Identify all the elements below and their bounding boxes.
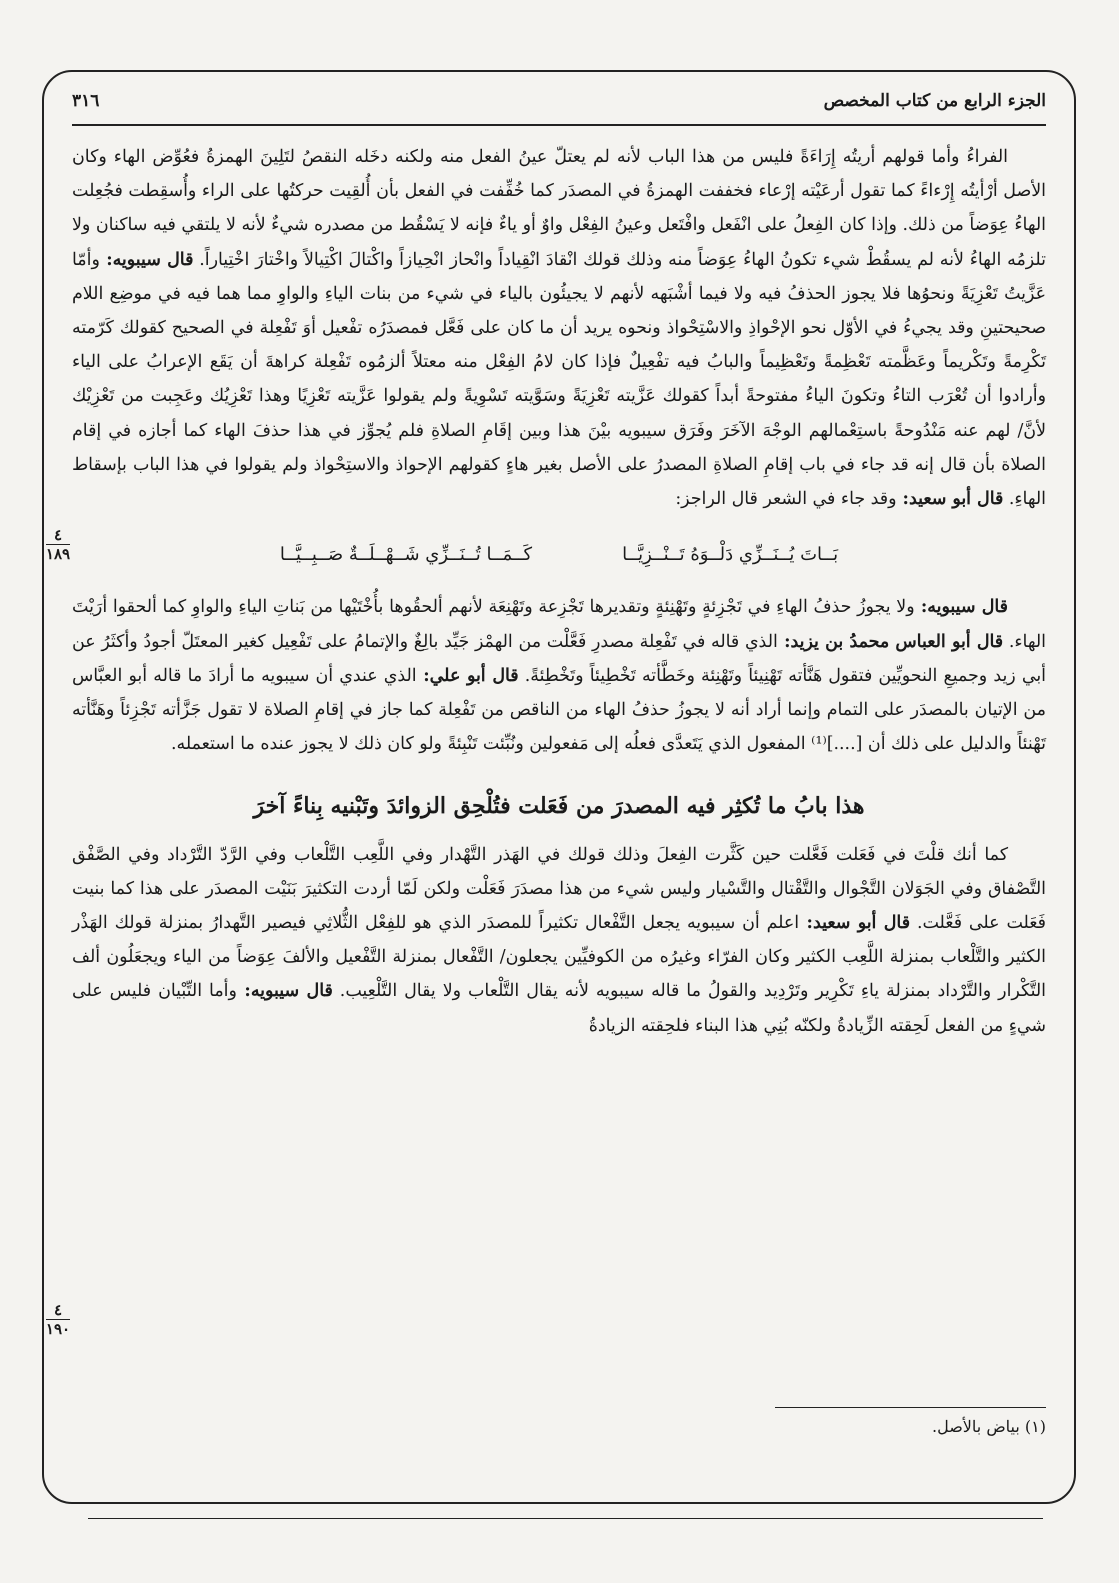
text-segment: الذي قاله في تَفْعِلة مصدرِ فَعَّلْت من الهمْز جَيِّد بالِغٌ والإتمامُ على تَفْعِيل كغير المعتَلّ أجودُ وأكثَرُ عن أبي زيد وجميعِ النحويِّين فتقول هَنَّأته تَهْنِيئاً وتَهْنِئة وخَطَّأته تَخْطِيئاً وتَخْطِئةً.	[72, 631, 1047, 686]
speaker-attribution: قال أبو سعيد:	[799, 913, 911, 934]
margin-note-1-bottom: ١٨٩	[45, 545, 71, 563]
paragraph-1	[72, 140, 1046, 516]
speaker-attribution: قال سيبويه:	[914, 597, 1008, 618]
main-text	[72, 140, 1046, 1043]
speaker-attribution: قال سيبويه:	[236, 981, 333, 1002]
text-segment: اعلم أن سيبويه يجعل التَّفْعال تكثيراً للمصدَر الذي هو للفِعْل الثُّلاثِي فيصير التَّهدارُ بمنزلة قولك الهَذْر الكثير والتَّلْعاب بمنزلة اللَّعِب الكثير وكان الفرّاء وغيرُه من الكوفيِّين يجعلون/ التَّفْعال بمنزلة التَّفْعيل والألفَ عِوَضاً من الياء ويجعَلُون ألف التَّكْرار والتَّرْداد بمنزلة ياءِ تَكْرِير وتَرْدِيد والقولُ ما قاله سيبويه لأنه يقال التَّلْعاب ولا يقال التَّلْعِيب.	[72, 913, 1046, 1002]
verse-hemistich-2: كَــمَــا تُــنَــزِّي شَــهْــلَــةٌ صَــبِــيَّــا	[279, 544, 533, 566]
bottom-rule	[88, 1518, 1043, 1519]
margin-note-1	[44, 527, 72, 562]
text-segment: وأما التِّبْيان فليس على شيءٍ من الفعل لَحِقته الزِّيادةُ ولكنّه بُنِي هذا البناء فلحِقته الزيادةُ	[72, 981, 1046, 1036]
text-segment: وقد جاء في الشعر قال الراجز:	[675, 489, 897, 510]
text-segment: وأمّا عَزَّيتُ تَعْزِيَةً ونحوُها فلا يجوز الحذفُ فيه ولا فيما أشْبَهه لأنهم لا يجيئُون بالياء في شيء من بنات الياءِ والواوِ مما هما فيه في موضِع اللام صحيحتينِ وقد يجيءُ في الأوّل نحو الإحْواذِ والاسْتِحْواذ ونحوه يريد أن ما كان على فَعَّل فمصدَرُه تفْعيل أوَ تَفْعِلة في الصحيح كقولك كَرّمته تَكْرِمةً وتَكْريماً وعَظَّمته تَعْظِمةً وتَعْظِيماً والبابُ فيه تفْعِيلٌ فإذا كان لامُ الفِعْل منه معتلاً ألزمُوه تَفْعِلة كراهةَ أن يَقَع الإعرابُ على الياء وأرادوا أن تُعْرَب التاءُ وتكونَ الياءُ مفتوحةً أبداً كقولك عَزَّيته تَعْزِيَةً وسَوَّيته تَسْوِيةً ولم يقولوا عَزَّيته تَعْزِيًا وهذا تَعْزِيُك وعَجِبت من تَعْزِيْك لأنَّ/ لهم عنه مَنْدُوحةً باستِعْمالهم الوجْهَ الآخَرَ وفَرَق سيبويه بيْنَ هذا وبين إقَامِ الصلاةِ فلم يُجوِّز في هذا حذفَ الهاء كما أجازه في إقام الصلاة بأن قال إنه قد جاء في باب إقامِ الصلاةِ المصدرُ على الأصل بغير هاءٍ كقولهم الإحواذ والاستِحْواذ ولم يقولوا في هذا الباب بإسقاط الهاءِ.	[72, 249, 1046, 510]
text-segment: الفراءُ وأما قولهم أريتُه إِرَاءَةً فليس من هذا الباب لأنه لم يعتلّ عينُ الفعل منه ولكنه دخَله النقصُ لتَلِينَ الهمزةُ فعُوِّض الهاء وكان الأصل أرْأيتُه إِرْءاءً كما تقول أرعَيْته إرْعاء فخففت الهمزةُ في المصدَر كما خُفِّفت في الفعل بأن أُلقِيت حركتُها على الراء وأُسقِطت فجُعِلت الهاءُ عِوَضاً من ذلك. وإذا كان الفِعلُ على انْفَعل وافْتَعل وعينُ الفِعْل واوٌ أو ياءٌ فإنه لا يَسْقُط من مصدره شيءٌ لأنه لا يلتقي فيه ساكنان ولا تلزمُه الهاءُ لأنه لم يسقُطْ شيء تكونُ الهاءُ عِوَضاً منه وذلك قولك انْقادَ انْقِياداً وانْحاز انْحِيازاً واكْتالَ اكْتِيالاً واخْتارَ اخْتِياراً.	[72, 147, 1046, 270]
footnote: (١) بياض بالأصل.	[932, 1417, 1046, 1436]
section-title: هذا بابُ ما تُكثِر فيه المصدرَ من فَعَلت فتُلْحِق الزوائدَ وتَبْنيه بِناءً آخرَ	[253, 793, 865, 820]
verse-hemistich-1: بَــاتَ يُــنَــزِّي دَلْــوَهُ تَــنْــزِيَّــا	[622, 544, 839, 566]
text-segment: الذي عندي أن سيبويه ما أرادَ ما قاله أبو العبَّاس من الإتيان بالمصدَر على التمام وإنما أراد أنه لا يجوزُ حذفُ الهاء من الناقص من تَفْعِلة كما جاز في إقامِ الصلاة لا تقول جَزَّأته تَجْزِئاً وهَنَّأته تَهْنئاً والدليل على ذلك أن [....]⁽¹⁾ المفعول الذي يَتَعدَّى فعلُه إلى مَفعولين ونُبِّئت تَنْبِئةً ولو كان ذلك لا يجوز عنده ما استعمله.	[72, 665, 1046, 755]
poetry-verse	[72, 538, 1046, 572]
running-header	[72, 86, 1046, 116]
page-number: ٣١٦	[72, 91, 100, 111]
header-rule	[72, 124, 1046, 126]
margin-note-2-top: ٤	[53, 1301, 63, 1319]
footnote-rule	[775, 1407, 1046, 1408]
book-title: الجزء الرابع من كتاب المخصص	[823, 91, 1046, 111]
text-segment: كما أنك قلْتَ في فَعَلت فَعَّلت حين كَثَّرت الفِعلَ وذلك قولك في الهَذر التَّهْدار وفي اللَّعِب التَّلْعاب وفي الرَّدّ التَّرْداد وفي الصَّفْق التَّصْفاق وفي الجَوَلان التَّجْوال والتَّقْتال والتَّسْيار وليس شيء من هذا مصدَرَ فَعَلْت ولكن لَمّا أردت التكثيرَ بَنَيْت المصدَر على هذا كما بنيت فَعَلت على فَعَّلت.	[72, 844, 1046, 934]
margin-note-2-bottom: ١٩٠	[45, 1320, 71, 1338]
speaker-attribution: قال سيبويه:	[99, 249, 194, 270]
speaker-attribution: قال أبو العباس محمدُ بن يزيد:	[777, 631, 1004, 652]
paragraph-3	[72, 838, 1046, 1043]
margin-note-1-top: ٤	[53, 526, 63, 544]
speaker-attribution: قال أبو سعيد:	[896, 489, 1004, 510]
margin-note-2	[44, 1302, 72, 1337]
speaker-attribution: قال أبو علي:	[416, 665, 519, 686]
paragraph-2	[72, 590, 1046, 761]
text-segment: ولا يجوزُ حذفُ الهاءِ في تَجْزِئةٍ وتَهْنِئةٍ وتقديرها تَجْزِعة وتَهْنِعَة لأنهم ألحقُوها بأُخْتَيْها من بَناتِ الياءِ والواوِ كما ألحقوا أرَيْتَ الهاء.	[72, 597, 1046, 652]
